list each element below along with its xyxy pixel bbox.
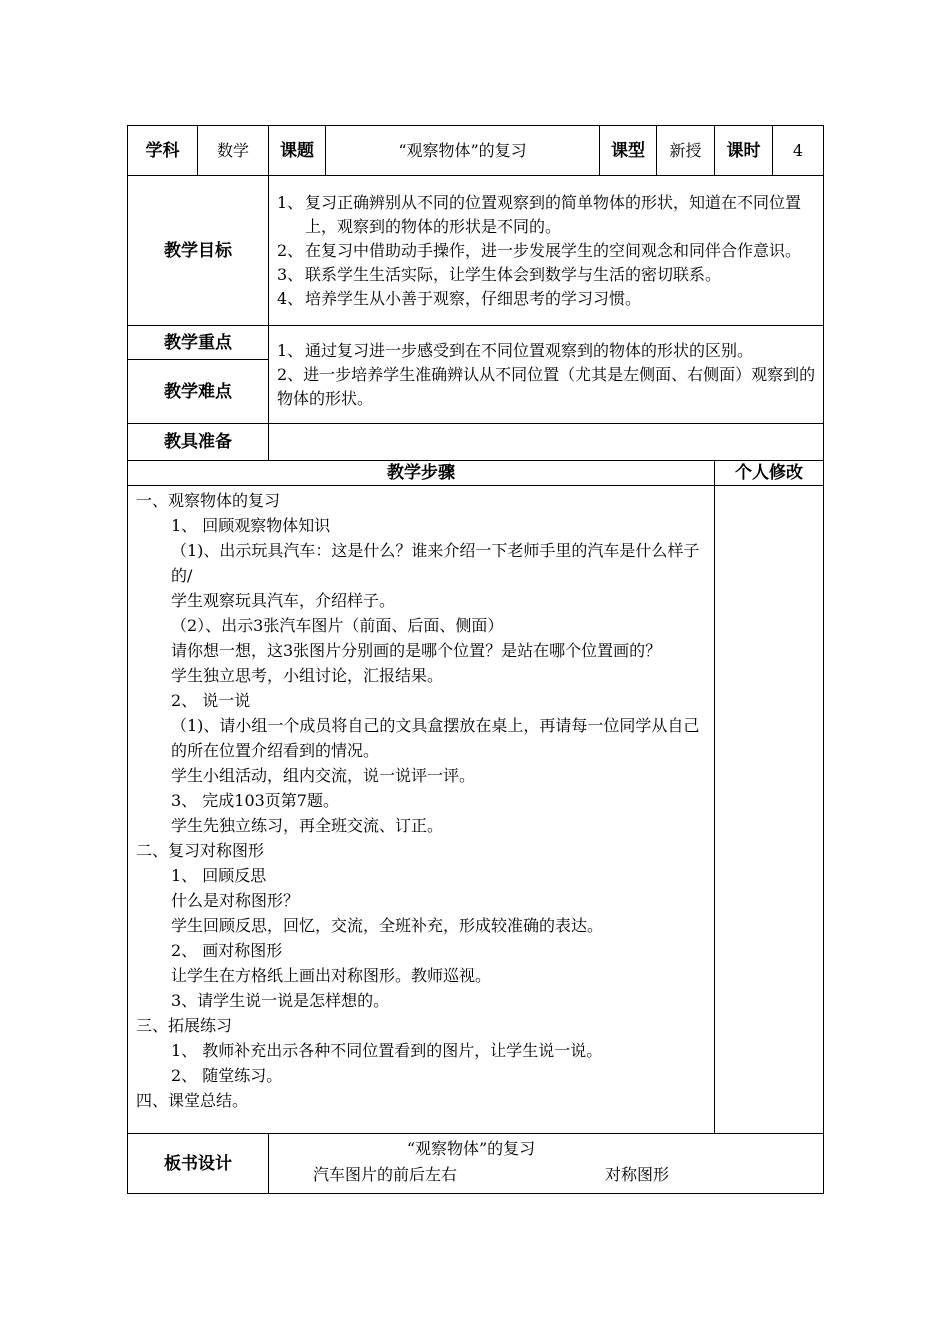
step-line: 学生先独立练习，再全班交流、订正。 xyxy=(171,816,444,835)
lesson-plan-document xyxy=(127,125,823,1194)
goal-num: 2、 xyxy=(277,240,304,260)
board-content xyxy=(269,1134,824,1194)
goals-label: 教学目标 xyxy=(128,176,269,326)
step-line: 2、 画对称图形 xyxy=(171,941,283,960)
difficulty-label: 教学难点 xyxy=(128,360,269,424)
step-line: 什么是对称图形？ xyxy=(171,891,300,910)
step-line: 1、 回顾反思 xyxy=(171,866,267,885)
steps-header-row xyxy=(128,461,824,486)
board-line xyxy=(269,1162,823,1188)
board-left: 汽车图片的前后左右 xyxy=(313,1165,458,1184)
goal-num: 1、 xyxy=(277,192,304,212)
step-line: 3、 完成103页第7题。 xyxy=(171,791,339,810)
step-line: 让学生在方格纸上画出对称图形。教师巡视。 xyxy=(171,966,492,985)
step-line: （1)、请小组一个成员将自己的文具盒摆放在桌上，再请每一位同学从自己的所在位置介绍看到的情况。 xyxy=(171,716,700,760)
key-point-num: 1、 xyxy=(277,340,304,360)
step-line: 三、拓展练习 xyxy=(136,1016,233,1035)
tools-value xyxy=(269,424,824,461)
goal-item xyxy=(277,239,819,263)
goal-text: 联系学生生活实际，让学生体会到数学与生活的密切联系。 xyxy=(305,264,722,284)
steps-content xyxy=(128,486,715,1134)
board-right: 对称图形 xyxy=(605,1165,670,1184)
step-line: 1、 教师补充出示各种不同位置看到的图片，让学生说一说。 xyxy=(171,1041,603,1060)
step-line: 学生独立思考，小组讨论，汇报结果。 xyxy=(171,666,444,685)
step-line: 2、 随堂练习。 xyxy=(171,1066,283,1085)
goal-text: 复习正确辨别从不同的位置观察到的简单物体的形状，知道在不同位置上，观察到的物体的形状是不同的。 xyxy=(305,192,802,236)
step-line: 1、 回顾观察物体知识 xyxy=(171,516,331,535)
step-line: 2、 说一说 xyxy=(171,691,251,710)
steps-label: 教学步骤 xyxy=(128,461,715,486)
goal-num: 3、 xyxy=(277,264,304,284)
goal-text: 培养学生从小善于观察，仔细思考的学习习惯。 xyxy=(305,288,642,308)
subject-value: 数学 xyxy=(198,126,269,176)
step-line: 请你想一想，这3张图片分别画的是哪个位置？是站在哪个位置画的？ xyxy=(171,641,662,660)
subject-label: 学科 xyxy=(128,126,198,176)
topic-value: “观察物体”的复习 xyxy=(326,126,600,176)
step-line: 一、观察物体的复习 xyxy=(136,491,281,510)
goal-item xyxy=(277,263,819,287)
hours-value: 4 xyxy=(773,126,824,176)
key-points-label: 教学重点 xyxy=(128,326,269,360)
steps-row xyxy=(128,486,824,1134)
step-line: 二、复习对称图形 xyxy=(136,841,265,860)
personal-edit-cell xyxy=(715,486,824,1134)
goal-item xyxy=(277,191,819,239)
goals-content xyxy=(269,176,824,326)
goals-row xyxy=(128,176,824,326)
header-row xyxy=(128,126,824,176)
key-points-row xyxy=(128,326,824,360)
topic-label: 课题 xyxy=(269,126,326,176)
lesson-plan-table xyxy=(127,125,824,1194)
board-row xyxy=(128,1134,824,1194)
step-line: 学生回顾反思，回忆，交流，全班补充，形成较准确的表达。 xyxy=(171,916,604,935)
step-line: （2）、出示3张汽车图片（前面、后面、侧面） xyxy=(171,616,504,635)
hours-label: 课时 xyxy=(715,126,773,176)
board-title: “观察物体”的复习 xyxy=(406,1139,536,1158)
step-line: 3、请学生说一说是怎样想的。 xyxy=(171,991,390,1010)
goal-item xyxy=(277,287,819,311)
step-line: 学生小组活动，组内交流，说一说评一评。 xyxy=(171,766,476,785)
difficulty-text: 2、进一步培养学生准确辨认从不同位置（尤其是左侧面、右侧面）观察到的物体的形状。 xyxy=(277,364,816,408)
goal-num: 4、 xyxy=(277,288,304,308)
tools-label: 教具准备 xyxy=(128,424,269,461)
tools-row xyxy=(128,424,824,461)
edit-label: 个人修改 xyxy=(715,461,824,486)
key-points-content xyxy=(269,326,824,424)
goal-text: 在复习中借助动手操作，进一步发展学生的空间观念和同伴合作意识。 xyxy=(305,240,802,260)
type-label: 课型 xyxy=(600,126,657,176)
step-line: 学生观察玩具汽车，介绍样子。 xyxy=(171,591,396,610)
step-line: 四、课堂总结。 xyxy=(136,1091,249,1110)
type-value: 新授 xyxy=(657,126,715,176)
board-label: 板书设计 xyxy=(128,1134,269,1194)
key-point-text: 通过复习进一步感受到在不同位置观察到的物体的形状的区别。 xyxy=(305,340,754,360)
key-point-item xyxy=(277,339,819,363)
step-line: （1)、出示玩具汽车：这是什么？谁来介绍一下老师手里的汽车是什么样子的/ xyxy=(171,541,700,585)
